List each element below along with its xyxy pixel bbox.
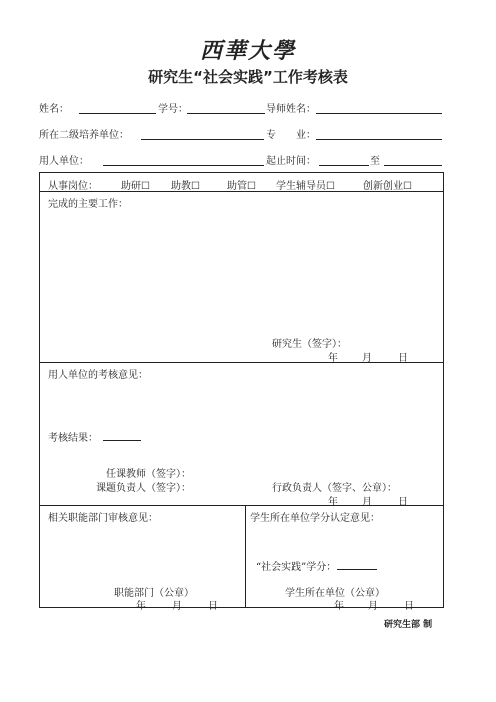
positions-label: 从事岗位： [48,181,98,192]
student-id-field[interactable] [187,113,265,114]
made-by-note: 研究生部 制 [384,620,433,630]
main-work-label: 完成的主要工作： [48,199,128,210]
university-logo: 西華大學 [199,38,296,64]
major-label: 专 业： [266,130,316,141]
credit-opinion-label: 学生所在单位学分认定意见： [250,513,380,524]
divider [40,191,443,192]
date-year-label: 年 [334,601,344,612]
admin-signature-label: 行政负责人（签字、公章）： [272,483,397,494]
position-innovation-checkbox[interactable]: 创新创业☐ [363,181,412,192]
major-field[interactable] [316,139,442,140]
divider [40,362,443,363]
name-label: 姓名： [39,104,69,115]
result-field[interactable] [103,440,141,441]
main-work-area[interactable] [44,209,439,329]
project-leader-signature-label: 课题负责人（签字）： [96,483,191,494]
student-id-label: 学号： [158,104,188,115]
position-teaching-assistant-checkbox[interactable]: 助教☐ [171,181,200,192]
result-label: 考核结果： [48,433,98,444]
employer-field[interactable] [103,165,264,166]
date-year-label: 年 [328,353,338,364]
position-counselor-checkbox[interactable]: 学生辅导员☐ [276,181,335,192]
divider [40,505,443,506]
date-year-label: 年 [328,497,338,508]
date-day-label: 日 [208,601,218,612]
unit-seal-label: 学生所在单位（公章） [285,588,385,599]
period-start-field[interactable] [319,165,369,166]
name-field[interactable] [79,113,156,114]
position-admin-assistant-checkbox[interactable]: 助管☐ [227,181,256,192]
advisor-field[interactable] [316,113,442,114]
period-end-field[interactable] [384,165,442,166]
unit-label: 所在二级培养单位： [39,130,129,141]
teacher-signature-label: 任课教师（签字）： [106,469,191,480]
student-signature-label: 研究生（签字）： [272,339,347,350]
date-month-label: 月 [362,497,372,508]
credit-label: “社会实践”学分： [256,562,337,573]
date-day-label: 日 [404,601,414,612]
period-label: 起止时间： [266,156,316,167]
employer-label: 用人单位： [39,156,89,167]
credit-field[interactable] [337,569,377,570]
date-year-label: 年 [136,601,146,612]
advisor-label: 导师姓名： [266,104,316,115]
period-to-label: 至 [370,156,380,167]
dept-seal-label: 职能部门（公章） [114,588,194,599]
date-month-label: 月 [362,353,372,364]
date-day-label: 日 [398,497,408,508]
date-month-label: 月 [172,601,182,612]
dept-opinion-label: 相关职能部门审核意见： [48,513,158,524]
unit-field[interactable] [141,139,264,140]
assessment-form-table [39,172,444,612]
form-title: 研究生“社会实践”工作考核表 [148,68,348,86]
date-month-label: 月 [368,601,378,612]
position-research-assistant-checkbox[interactable]: 助研☐ [121,181,150,192]
date-day-label: 日 [398,353,408,364]
employer-opinion-label: 用人单位的考核意见： [48,370,148,381]
column-divider [245,505,246,608]
